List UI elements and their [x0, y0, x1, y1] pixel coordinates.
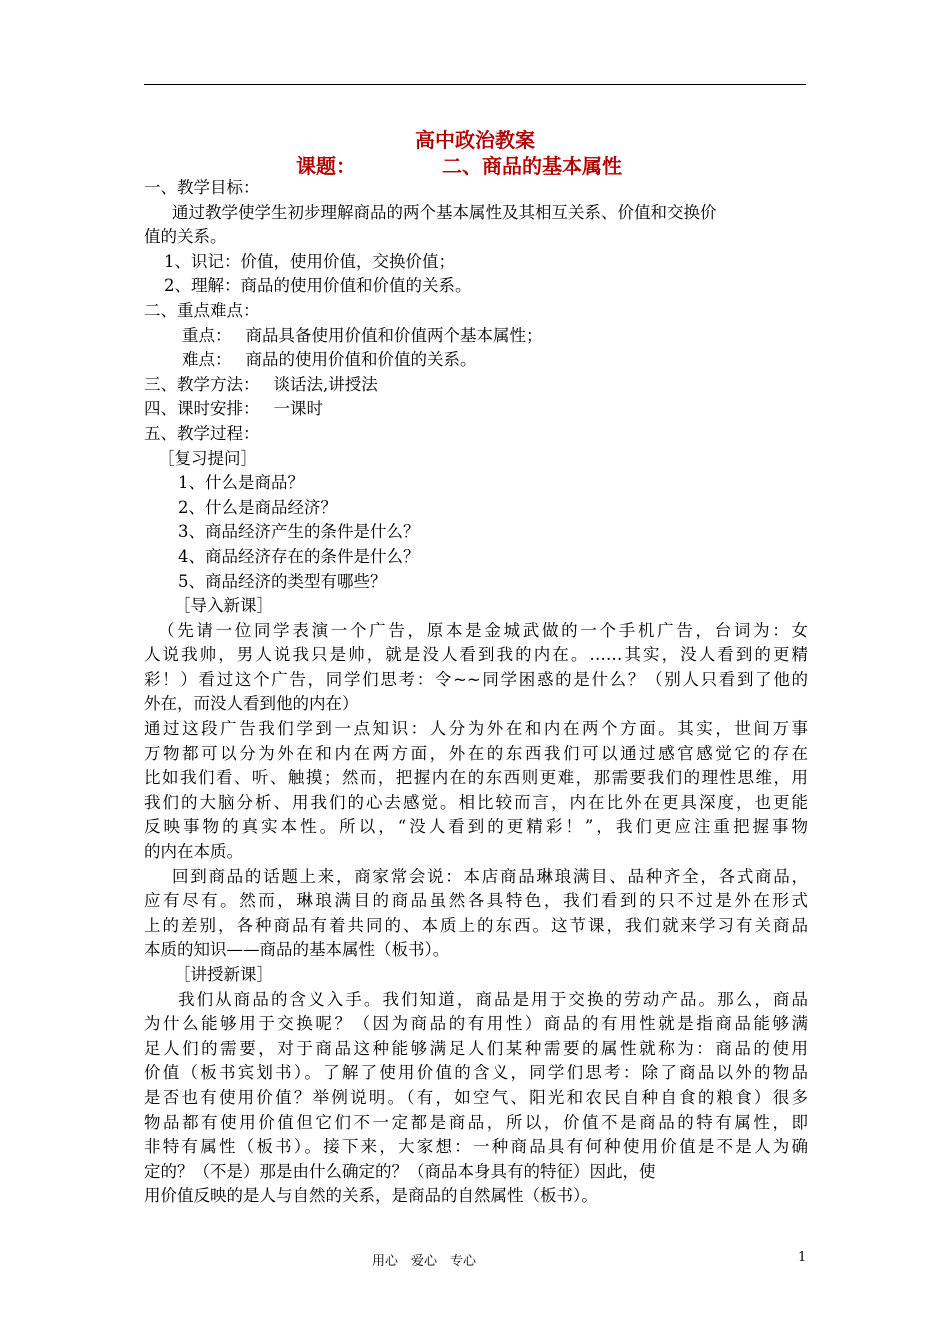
intro-line: 万物都可以分为外在和内在两方面，外在的东西我们可以通过感官感觉它的存在: [144, 743, 808, 763]
lecture-line: 价值（板书宾划书）。了解了使用价值的含义，同学们思考：除了商品以外的物品: [144, 1063, 808, 1083]
intro-line: 应有尽有。然而，琳琅满目的商品虽然各具特色，我们看到的只不过是外在形式: [144, 891, 808, 911]
intro-line: 我们的大脑分析、用我们的心去感觉。相比较而言，内在比外在更具深度，也更能: [144, 792, 808, 812]
lecture-line: 用价值反映的是人与自然的关系，是商品的自然属性（板书）。: [144, 1186, 598, 1206]
review-question: 4、商品经济存在的条件是什么？: [178, 546, 420, 566]
review-question: 3、商品经济产生的条件是什么？: [178, 522, 420, 542]
goal-text-line: 值的关系。: [144, 227, 227, 247]
intro-line: 比如我们看、听、触摸；然而，把握内在的东西则更难，那需要我们的理性思维，用: [144, 768, 808, 788]
lecture-line: 为什么能够用于交换呢？（因为商品的有用性）商品的有用性就是指商品能够满: [144, 1014, 808, 1034]
intro-line: 人说我帅，男人说我只是帅，就是没人看到我的内在。……其实，没人看到的更精: [144, 645, 808, 665]
intro-line: 回到商品的话题上来，商家常会说：本店商品琳琅满目、品种齐全，各式商品，: [172, 866, 808, 886]
intro-line: 本质的知识——商品的基本属性（板书）。: [144, 940, 450, 960]
method-text: 谈话法,讲授法: [273, 374, 378, 394]
subtitle-label: 课题：: [296, 154, 356, 178]
review-question: 1、什么是商品？: [178, 473, 304, 493]
key-label: 重点：: [182, 325, 232, 345]
key-text: 商品具备使用价值和价值两个基本属性；: [245, 325, 543, 345]
method-line: [144, 373, 808, 398]
intro-line: （先请一位同学表演一个广告，原本是金城武做的一个手机广告，台词为：女: [158, 620, 808, 640]
lecture-line: 物品都有使用价值但它们不一定都是商品，所以，价值不是商品的特有属性，即: [144, 1112, 808, 1132]
difficult-label: 难点：: [182, 350, 232, 370]
lecture-line: 是否也有使用价值？举例说明。（有，如空气、阳光和农民自种自食的粮食）很多: [144, 1087, 808, 1107]
intro-heading: ［导入新课］: [174, 596, 273, 616]
intro-line: 外在，而没人看到他的内在）: [144, 694, 359, 714]
page-number: 1: [798, 1250, 807, 1265]
process-heading: 五、教学过程：: [144, 423, 260, 443]
intro-line: 上的差别，各种商品有着共同的、本质上的东西。这节课，我们就来学习有关商品: [144, 915, 808, 935]
review-heading: ［复习提问］: [158, 448, 257, 468]
document-title: 高中政治教案: [415, 128, 535, 152]
document-body: [144, 176, 808, 1209]
time-line: [144, 397, 808, 422]
difficult-text: 商品的使用价值和价值的关系。: [245, 350, 477, 370]
subtitle-topic: 二、商品的基本属性: [442, 154, 622, 178]
lecture-heading: ［讲授新课］: [174, 965, 273, 984]
goal-heading: 一、教学目标：: [144, 178, 260, 197]
time-heading: 四、课时安排：: [144, 399, 260, 419]
difficult-point: [144, 348, 808, 373]
goal-item: 2、理解：商品的使用价值和价值的关系。: [164, 276, 472, 296]
lecture-line: 定的？（不是）那是由什么确定的？（商品本身具有的特征）因此，使: [144, 1161, 656, 1181]
header-rule: [144, 84, 806, 85]
time-text: 一课时: [273, 399, 323, 419]
key-heading: 二、重点难点：: [144, 300, 260, 320]
key-point: [144, 324, 808, 349]
review-question: 2、什么是商品经济？: [178, 497, 337, 517]
lecture-line: 我们从商品的含义入手。我们知道，商品是用于交换的劳动产品。那么，商品: [178, 989, 808, 1009]
intro-line: 反映事物的真实本性。所以，“没人看到的更精彩！”，我们更应注重把握事物: [144, 817, 808, 837]
method-heading: 三、教学方法：: [144, 374, 260, 394]
intro-line: 彩！）看过这个广告，同学们思考：令~~同学困惑的是什么？（别人只看到了他的: [144, 669, 808, 689]
intro-line: 的内在本质。: [144, 842, 243, 862]
lecture-line: 非特有属性（板书）。接下来，大家想：一种商品具有何种使用价值是不是人为确: [144, 1137, 808, 1157]
goal-text-line: 通过教学使学生初步理解商品的两个基本属性及其相互关系、价值和交换价: [172, 202, 717, 222]
review-question: 5、商品经济的类型有哪些？: [178, 571, 387, 591]
goal-item: 1、识记：价值，使用价值，交换价值；: [164, 251, 455, 271]
intro-line: 通过这段广告我们学到一点知识：人分为外在和内在两个方面。其实，世间万事: [144, 719, 808, 739]
lesson-subtitle: [296, 150, 622, 179]
lecture-line: 足人们的需要，对于商品这种能够满足人们某种需要的属性就称为：商品的使用: [144, 1038, 808, 1058]
footer-motto: 用心 爱心 专心: [372, 1254, 477, 1269]
